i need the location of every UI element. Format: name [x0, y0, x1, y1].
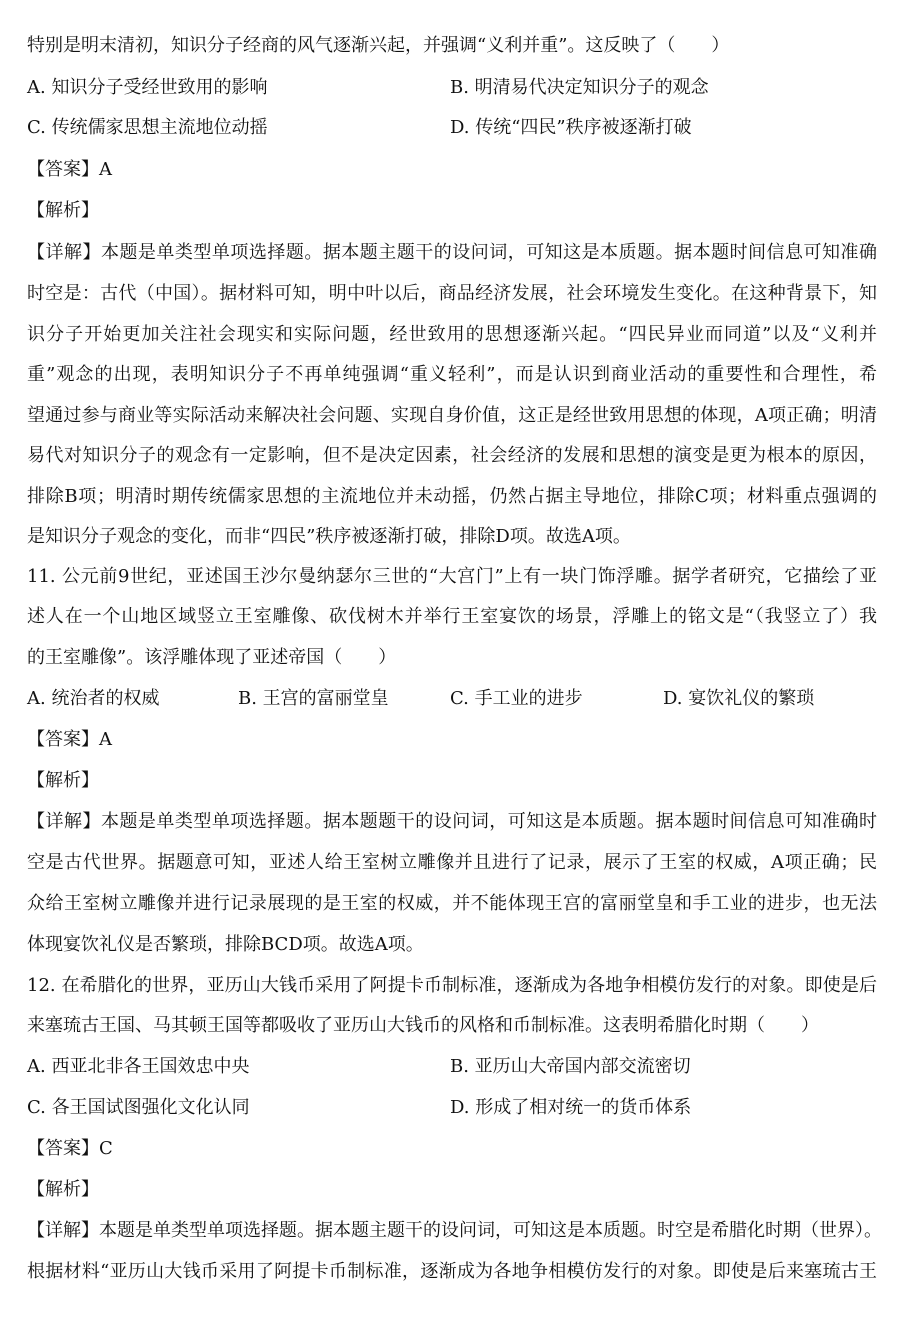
q11-stem-line: 的王室雕像”。该浮雕体现了亚述帝国（ ） [27, 647, 397, 668]
q10-detail-line: 是知识分子观念的变化，而非“四民”秩序被逐渐打破，排除D项。故选A项。 [27, 526, 631, 547]
q11-analysis-title: 【解析】 [27, 770, 99, 791]
q10-detail-line: 识分子开始更加关注社会现实和实际问题，经世致用的思想逐渐兴起。“四民异业而同道”以及“义利并 [27, 324, 877, 345]
q10-analysis-title: 【解析】 [27, 200, 99, 221]
q12-option-b: B. 亚历山大帝国内部交流密切 [450, 1056, 691, 1077]
q11-detail-line: 体现宴饮礼仪是否繁琐，排除BCD项。故选A项。 [27, 934, 424, 955]
q12-analysis-title: 【解析】 [27, 1179, 99, 1200]
q11-detail-line: 众给王室树立雕像并进行记录展现的是王室的权威，并不能体现王宫的富丽堂皇和手工业的进步，也无法 [27, 893, 877, 914]
q11-option-a: A. 统治者的权威 [27, 688, 160, 709]
q11-option-d: D. 宴饮礼仪的繁琐 [663, 688, 815, 709]
q11-detail-line: 空是古代世界。据题意可知，亚述人给王室树立雕像并且进行了记录，展示了王室的权威，A项正确；民 [27, 852, 877, 873]
q12-stem-line: 12. 在希腊化的世界，亚历山大钱币采用了阿提卡币制标准，逐渐成为各地争相模仿发行的对象。即使是后 [27, 975, 877, 996]
q10-answer: 【答案】A [27, 159, 112, 180]
q10-stem-line: 特别是明末清初，知识分子经商的风气逐渐兴起，并强调“义利并重”。这反映了（ ） [27, 35, 730, 56]
q10-detail-line: 易代对知识分子的观念有一定影响，但不是决定因素，社会经济的发展和思想的演变是更为根本的原因， [27, 445, 877, 466]
q10-detail-line: 重”观念的出现，表明知识分子不再单纯强调“重义轻利”，而是认识到商业活动的重要性和合理性，希 [27, 364, 877, 385]
q11-detail-line: 【详解】本题是单类型单项选择题。据本题题干的设问词，可知这是本质题。据本题时间信息可知准确时 [27, 811, 877, 832]
q10-option-b: B. 明清易代决定知识分子的观念 [450, 77, 709, 98]
q12-stem-line: 来塞琉古王国、马其顿王国等都吸收了亚历山大钱币的风格和币制标准。这表明希腊化时期（ ） [27, 1015, 819, 1036]
q12-detail-line: 【详解】本题是单类型单项选择题。据本题主题干的设问词，可知这是本质题。时空是希腊化时期（世界）。 [27, 1220, 882, 1241]
q12-option-c: C. 各王国试图强化文化认同 [27, 1097, 250, 1118]
q12-option-a: A. 西亚北非各王国效忠中央 [27, 1056, 250, 1077]
q11-option-c: C. 手工业的进步 [450, 688, 583, 709]
q12-detail-line: 根据材料“亚历山大钱币采用了阿提卡币制标准，逐渐成为各地争相模仿发行的对象。即使是后来塞琉古王 [27, 1261, 877, 1282]
q11-stem-line: 述人在一个山地区域竖立王室雕像、砍伐树木并举行王室宴饮的场景，浮雕上的铭文是“（我竖立了）我 [27, 606, 877, 627]
q11-option-b: B. 王宫的富丽堂皇 [238, 688, 389, 709]
q10-detail-line: 望通过参与商业等实际活动来解决社会问题、实现自身价值，这正是经世致用思想的体现，A项正确；明清 [27, 405, 877, 426]
q12-option-d: D. 形成了相对统一的货币体系 [450, 1097, 692, 1118]
q10-detail-line: 时空是：古代（中国）。据材料可知，明中叶以后，商品经济发展，社会环境发生变化。在这种背景下，知 [27, 283, 877, 304]
q10-detail-line: 排除B项；明清时期传统儒家思想的主流地位并未动摇，仍然占据主导地位，排除C项；材料重点强调的 [27, 486, 877, 507]
q10-option-a: A. 知识分子受经世致用的影响 [27, 77, 268, 98]
q12-answer: 【答案】C [27, 1138, 113, 1159]
q10-option-c: C. 传统儒家思想主流地位动摇 [27, 117, 268, 138]
q10-detail-line: 【详解】本题是单类型单项选择题。据本题主题干的设问词，可知这是本质题。据本题时间信息可知准确 [27, 242, 877, 263]
q10-option-d: D. 传统“四民”秩序被逐渐打破 [450, 117, 692, 138]
q11-answer: 【答案】A [27, 729, 112, 750]
q11-stem-line: 11. 公元前9世纪，亚述国王沙尔曼纳瑟尔三世的“大宫门”上有一块门饰浮雕。据学者研究，它描绘了亚 [27, 566, 877, 587]
